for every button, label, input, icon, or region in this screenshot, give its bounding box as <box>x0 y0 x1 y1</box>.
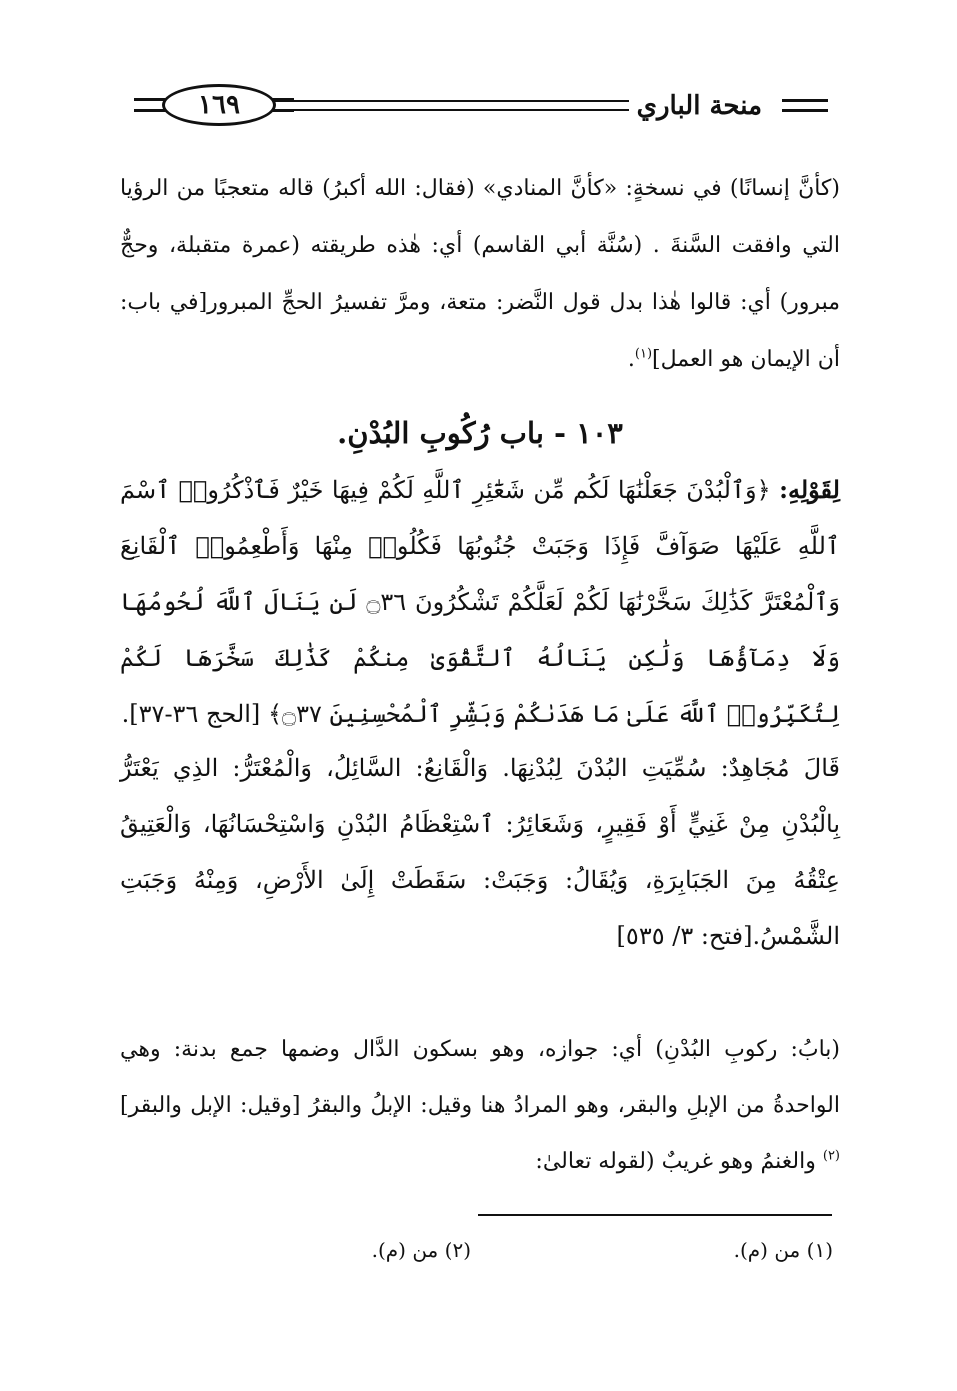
footnote-ref: (٢) <box>822 1148 840 1164</box>
paragraph <box>120 1022 840 1190</box>
page-number: ١٦٩ <box>162 84 276 126</box>
page-header <box>120 82 840 132</box>
quran-intro: لِقَوْلِهِ: <box>779 475 840 504</box>
paragraph <box>120 160 840 388</box>
footnote: (٢) من (م). <box>371 1238 471 1262</box>
footnote-ref: (١) <box>634 346 653 362</box>
hadith-block <box>120 740 840 964</box>
paragraph-text: (بابُ: ركوبِ البُدْنِ) أي: جوازه، وهو بسكون الدَّال وضمها جمع بدنة: وهي الواحدةُ من الإبلِ والبقر، وهو المرادُ هنا وقيل: الإبلُ والبقرُ [وقيل: الإبل والبقر] <box>120 1037 840 1118</box>
header-rule <box>782 109 828 112</box>
chapter-title: ١٠٣ - باب رُكُوبِ البُدْنِ. <box>337 416 623 450</box>
footnote: (١) من (م). <box>733 1238 833 1262</box>
paragraph-text: (كأنَّ إنسانًا) في نسخةٍ: «كأنَّ المنادي» (فقال: الله أكبرُ) قاله متعجبًا من الرؤيا التي وافقت السَّنةَ . (سُنَّة أبي القاسم) أي: هٰذه طريقته (عمرة متقبلة، وحجٌّ مبرور) أي: قالوا هٰذا بدل قول النَّضر: متعة، ومرَّ تفسيرُ الحجِّ المبرور[في باب: أن الإيمان هو العمل] <box>120 176 840 372</box>
header-rule <box>782 99 828 102</box>
quran-block <box>120 462 840 742</box>
paragraph-end: . <box>627 347 635 372</box>
running-title: منحة الباري <box>629 86 770 126</box>
quran-reference: [الحج ٣٦-٣٧]. <box>121 700 261 728</box>
hadith-text: قَالَ مُجَاهِدٌ: سُمِّيَتِ البُدْنَ لِبُدْنِهَا. وَالْقَانِعُ: السَّائِلُ، وَالْمُعْتَرُّ: الذِي يَعْتَرُّ بِالْبُدْنِ مِنْ غَنِيٍّ أَوْ فَقِيرٍ، وَشَعَائِرُ: ٱسْتِعْظَامُ البُدْنِ وَاسْتِحْسَانُهَا، وَالْعَتِيقُ عِتْقُهُ مِنَ الجَبَابِرَةِ، وَيُقَالُ: وَجَبَتْ: سَقَطَتْ إِلَىٰ الأَرْضِ، وَمِنْهُ وَجَبَتِ الشَّمْسُ. <box>120 754 840 950</box>
hadith-reference: [فتح: ٣/ ٥٣٥] <box>616 922 753 950</box>
paragraph-end: والغنمُ وهو غريبٌ (لقوله تعالىٰ: <box>535 1149 823 1174</box>
footnote-divider <box>478 1214 832 1216</box>
quran-verse: ﴿وَٱلْبُدْنَ جَعَلْنَٰهَا لَكُم مِّن شَعَٰٓئِرِ ٱللَّهِ لَكُمْ فِيهَا خَيْرٌ فَٱذْكُرُوا۟ ٱسْمَ ٱللَّهِ عَلَيْهَا صَوَآفَّ فَإِذَا وَجَبَتْ جُنُوبُهَا فَكُلُوا۟ مِنْهَا وَأَطْعِمُوا۟ ٱلْقَانِعَ وَٱلْمُعْتَرَّ كَذَٰلِكَ سَخَّرْنَٰهَا لَكُمْ لَعَلَّكُمْ تَشْكُرُونَ ۝٣٦ لَن يَنَالَ ٱللَّهَ لُحُومُهَا وَلَا دِمَآؤُهَا وَلَٰكِن يَنَالُهُ ٱلتَّقْوَىٰ مِنكُمْ كَذَٰلِكَ سَخَّرَهَا لَكُمْ لِتُكَبِّرُوا۟ ٱللَّهَ عَلَىٰ مَا هَدَىٰكُمْ وَبَشِّرِ ٱلْمُحْسِنِينَ ۝٣٧﴾ <box>120 476 841 728</box>
